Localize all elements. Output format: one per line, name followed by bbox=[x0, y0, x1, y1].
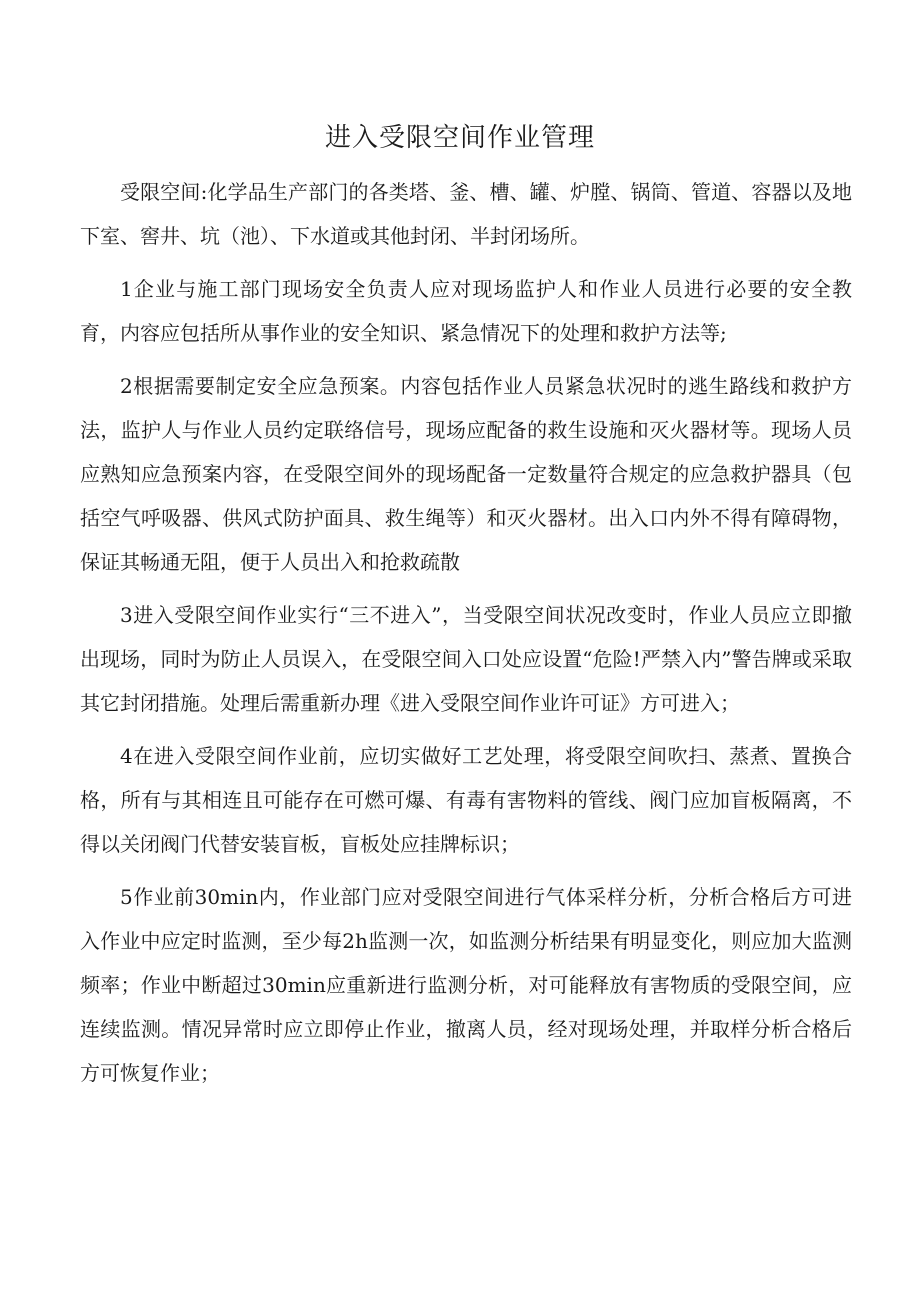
definition-paragraph: 受限空间:化学品生产部门的各类塔、釜、槽、罐、炉膛、锅筒、管道、容器以及地下室、窖井、坑（池）、下水道或其他封闭、半封闭场所。 bbox=[80, 180, 852, 248]
item-5-paragraph: 5作业前30min内，作业部门应对受限空间进行气体采样分析，分析合格后方可进入作业中应定时监测，至少每2h监测一次，如监测分析结果有明显变化，则应加大监测频率；作业中断超过30min应重新进行监测分析，对可能释放有害物质的受限空间，应连续监测。情况异常时应立即停止作业，撤离人员，经对现场处理，并取样分析合格后方可恢复作业； bbox=[80, 885, 852, 1085]
item-1-paragraph: 1企业与施工部门现场安全负责人应对现场监护人和作业人员进行必要的安全教育，内容应包括所从事作业的安全知识、紧急情况下的处理和救护方法等; bbox=[80, 277, 852, 345]
item-3-paragraph: 3进入受限空间作业实行“三不进入”，当受限空间状况改变时，作业人员应立即撤出现场，同时为防止人员误入，在受限空间入口处应设置“危险!严禁入内”警告牌或采取其它封闭措施。处理后需重新办理《进入受限空间作业许可证》方可进入； bbox=[80, 603, 852, 715]
item-4-paragraph: 4在进入受限空间作业前，应切实做好工艺处理，将受限空间吹扫、蒸煮、置换合格，所有与其相连且可能存在可燃可爆、有毒有害物料的管线、阀门应加盲板隔离，不得以关闭阀门代替安装盲板，盲板处应挂牌标识； bbox=[80, 744, 852, 856]
document-body bbox=[80, 170, 852, 1104]
page-title: 进入受限空间作业管理 bbox=[324, 123, 595, 153]
item-2-paragraph: 2根据需要制定安全应急预案。内容包括作业人员紧急状况时的逃生路线和救护方法，监护人与作业人员约定联络信号，现场应配备的救生设施和灭火器材等。现场人员应熟知应急预案内容，在受限空间外的现场配备一定数量符合规定的应急救护器具（包括空气呼吸器、供风式防护面具、救生绳等）和灭火器材。出入口内外不得有障碍物，保证其畅通无阻，便于人员出入和抢救疏散 bbox=[80, 374, 852, 574]
